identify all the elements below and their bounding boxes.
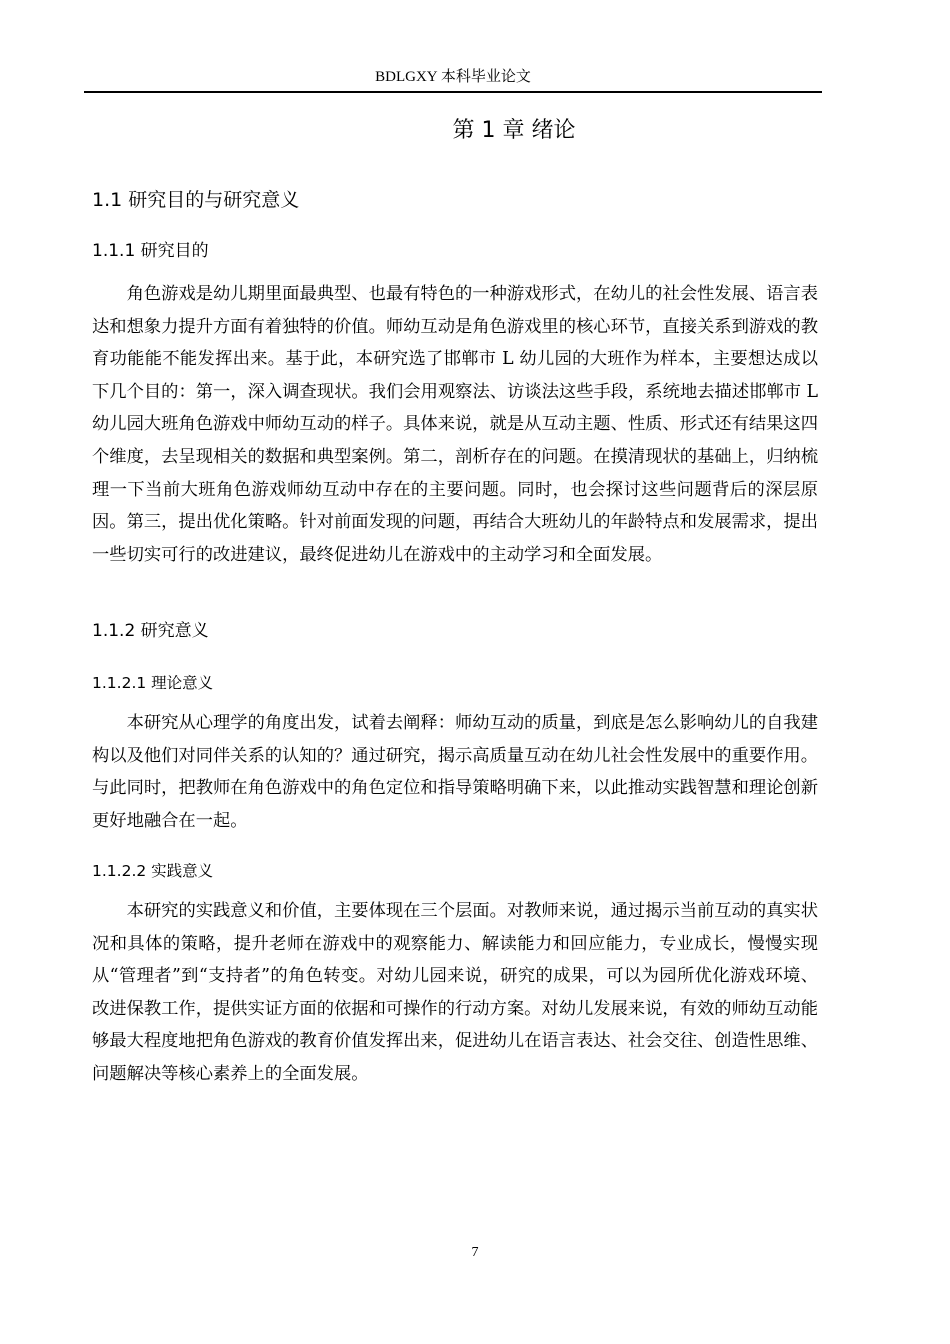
page-number: 7	[471, 1245, 479, 1260]
running-header: BDLGXY 本科毕业论文	[375, 69, 531, 85]
section-heading-1-1-1: 1.1.1 研究目的	[92, 241, 209, 261]
paragraph-research-purpose: 角色游戏是幼儿期里面最典型、也最有特色的一种游戏形式，在幼儿的社会性发展、语言表达和想象力提升方面有着独特的价值。师幼互动是角色游戏里的核心环节，直接关系到游戏的教育功能能不能发挥出来。基于此，本研究选了邯郸市 L 幼儿园的大班作为样本，主要想达成以下几个目的：第一，深入调查现状。我们会用观察法、访谈法这些手段，系统地去描述邯郸市 L 幼儿园大班角色游戏中师幼互动的样子。具体来说，就是从互动主题、性质、形式还有结果这四个维度，去呈现相关的数据和典型案例。第二，剖析存在的问题。在摸清现状的基础上，归纳梳理一下当前大班角色游戏师幼互动中存在的主要问题。同时，也会探讨这些问题背后的深层原因。第三，提出优化策略。针对前面发现的问题，再结合大班幼儿的年龄特点和发展需求，提出一些切实可行的改进建议，最终促进幼儿在游戏中的主动学习和全面发展。	[92, 284, 818, 565]
paragraph-theoretical-significance: 本研究从心理学的角度出发，试着去阐释：师幼互动的质量，到底是怎么影响幼儿的自我建构以及他们对同伴关系的认知的？通过研究，揭示高质量互动在幼儿社会性发展中的重要作用。与此同时，把教师在角色游戏中的角色定位和指导策略明确下来，以此推动实践智慧和理论创新更好地融合在一起。	[92, 713, 818, 831]
section-heading-1-1-2-1: 1.1.2.1 理论意义	[92, 674, 214, 692]
paragraph-practical-significance: 本研究的实践意义和价值，主要体现在三个层面。对教师来说，通过揭示当前互动的真实状况和具体的策略，提升老师在游戏中的观察能力、解读能力和回应能力，专业成长，慢慢实现从“管理者”到“支持者”的角色转变。对幼儿园来说，研究的成果，可以为园所优化游戏环境、改进保教工作，提供实证方面的依据和可操作的行动方案。对幼儿发展来说，有效的师幼互动能够最大程度地把角色游戏的教育价值发挥出来，促进幼儿在语言表达、社会交往、创造性思维、问题解决等核心素养上的全面发展。	[92, 901, 818, 1084]
section-heading-1-1-2: 1.1.2 研究意义	[92, 621, 209, 641]
chapter-title: 第 1 章 绪论	[452, 118, 576, 143]
header-rule	[84, 91, 822, 93]
section-heading-1-1-2-2: 1.1.2.2 实践意义	[92, 862, 214, 880]
section-heading-1-1: 1.1 研究目的与研究意义	[92, 189, 300, 211]
